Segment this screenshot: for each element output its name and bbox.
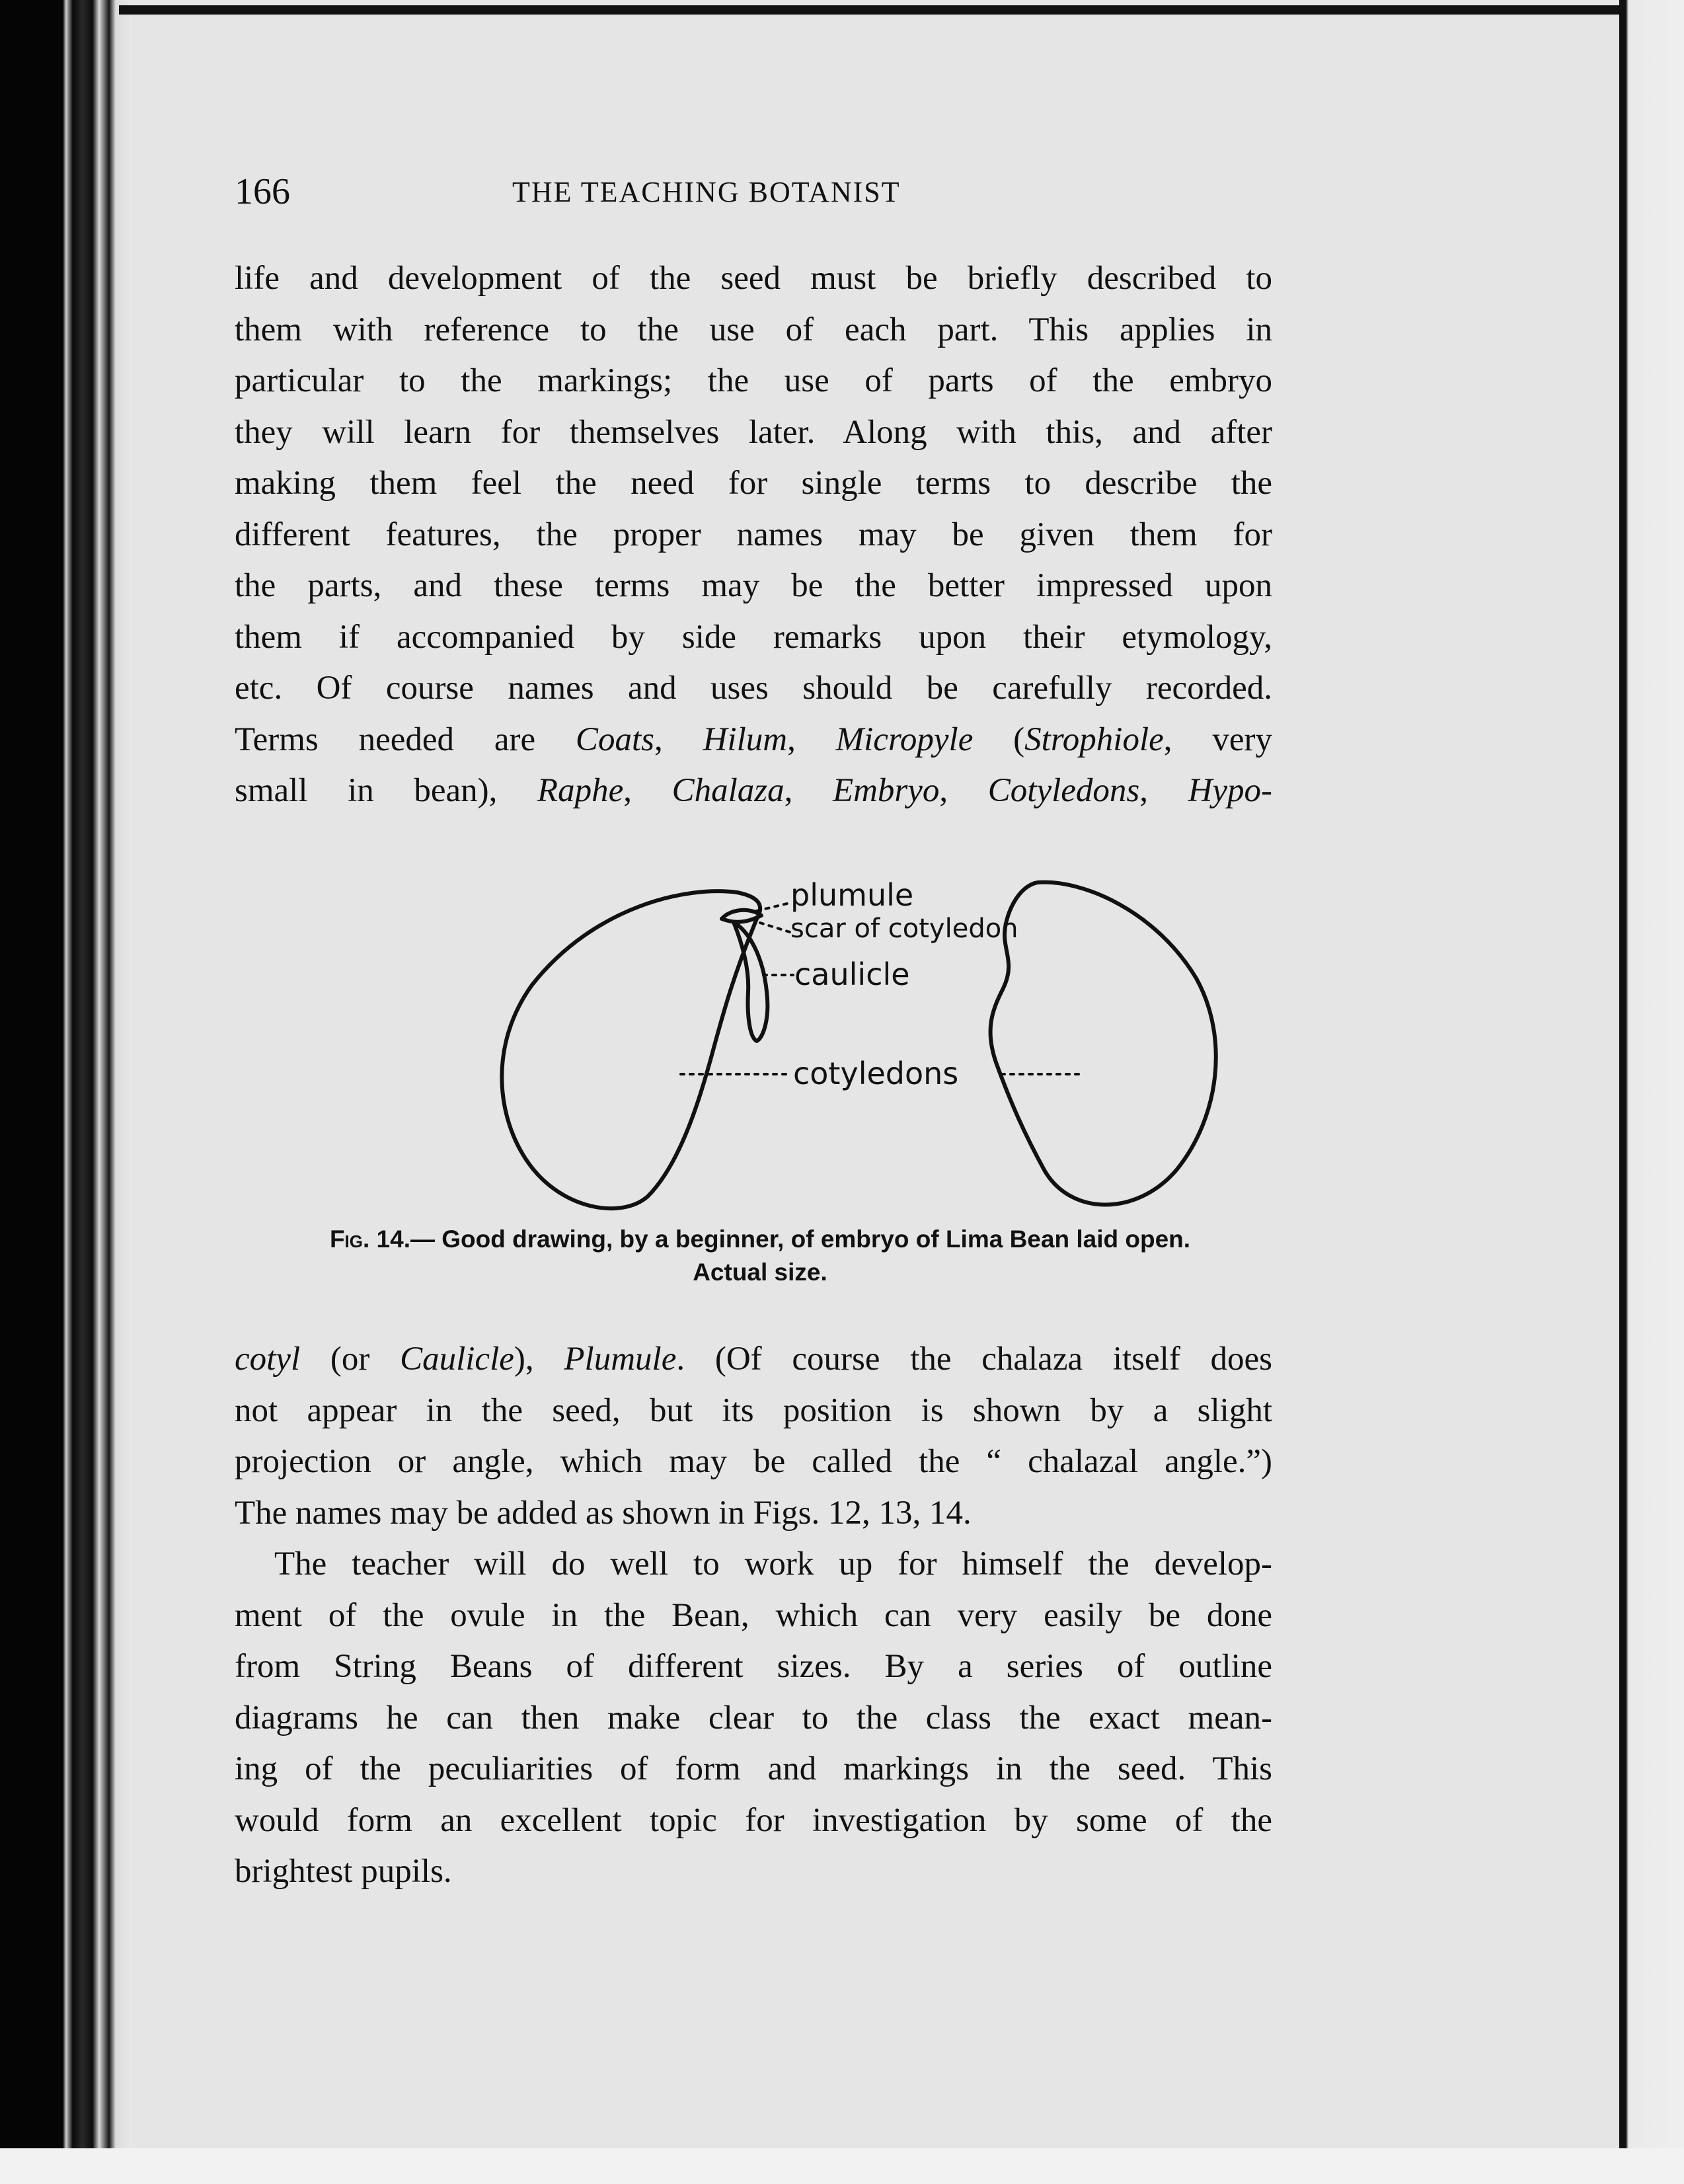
lima-bean-figure [489, 859, 1256, 1229]
figure-number: Fig. 14. [329, 1226, 410, 1253]
text-line [235, 1334, 1272, 1385]
caulicle-outline [734, 922, 767, 1041]
text-run: . (Of course the chalaza itself does [676, 1341, 1273, 1378]
text-line: etc. Of course names and uses should be carefully recorded. [235, 670, 1272, 707]
page-number: 166 [235, 171, 290, 212]
text-line: the parts, and these terms may be the better impressed upon [235, 567, 1272, 604]
caption-line-1 [245, 1223, 1276, 1256]
cotyledons-label: cotyledons [793, 1056, 959, 1091]
text-line: they will learn for themselves later. Along with this, and after [235, 413, 1272, 451]
right-cotyledon-outline [991, 882, 1216, 1205]
scan-margin [0, 2148, 1684, 2184]
bottom-text [235, 1334, 1272, 1539]
term-caulicle: Caulicle [400, 1341, 514, 1378]
term-hypo: Hypo- [1188, 772, 1273, 809]
text-line: from String Beans of different sizes. By a series of outline [235, 1648, 1272, 1685]
scar-label: scar of cotyledon [790, 914, 1018, 944]
text-run: Terms needed are [235, 721, 576, 758]
text-run: ( [973, 721, 1025, 758]
text-line: The teacher will do well to work up for himself the develop- [274, 1545, 1272, 1582]
top-paragraph [235, 253, 1272, 817]
text-line: not appear in the seed, but its position is shown by a slight [235, 1391, 1272, 1429]
book-gutter [0, 0, 132, 2184]
figure-caption [245, 1223, 1276, 1289]
term-hilum: Hilum [703, 721, 788, 758]
term-micropyle: Micropyle [835, 721, 974, 758]
text-run: , [623, 772, 672, 809]
left-cotyledon-outline [502, 891, 760, 1208]
embryo-drawing [489, 859, 1256, 1229]
text-line: projection or angle, which may be called the “ chalazal angle.”) [235, 1443, 1272, 1480]
caption-line-2: Actual size. [693, 1259, 827, 1286]
term-plumule: Plumule [564, 1341, 677, 1378]
text-run: small in bean), [235, 772, 537, 809]
text-line: ment of the ovule in the Bean, which can very easily be done [235, 1596, 1272, 1634]
text-run: , very [1163, 721, 1272, 758]
caulicle-label: caulicle [794, 956, 910, 992]
term-coats: Coats [575, 721, 654, 758]
text-line: making them feel the need for single terms to describe the [235, 465, 1272, 502]
text-line: them with reference to the use of each part. This applies in [235, 311, 1272, 348]
terms-line [235, 715, 1272, 766]
text-run: , [939, 772, 988, 809]
text-line: different features, the proper names may be given them for [235, 516, 1272, 553]
text-run: , [787, 721, 836, 758]
text-line: particular to the markings; the use of parts of the embryo [235, 362, 1272, 399]
plumule-outline [722, 910, 761, 922]
running-head: THE TEACHING BOTANIST [512, 176, 901, 208]
term-strophiole: Strophiole [1024, 721, 1164, 758]
text-line: them if accompanied by side remarks upon their etymology, [235, 618, 1272, 656]
text-run: , [654, 721, 703, 758]
text-line: diagrams he can then make clear to the class the exact mean- [235, 1699, 1272, 1736]
term-embryo: Embryo [832, 772, 940, 809]
page-header [235, 169, 1167, 221]
terms-line [235, 765, 1272, 817]
text-run: ), [514, 1341, 564, 1378]
term-chalaza: Chalaza [671, 772, 785, 809]
text-line: The names may be added as shown in Figs. 12, 13, 14. [235, 1494, 972, 1532]
scar-leader [760, 923, 790, 932]
plumule-label: plumule [790, 877, 914, 913]
text-run: , [784, 772, 833, 809]
text-line: would form an excellent topic for investigation by some of the [235, 1801, 1272, 1839]
text-line: life and development of the seed must be briefly described to [235, 260, 1272, 297]
text-line: brightest pupils. [235, 1853, 452, 1890]
text-run: , [1139, 772, 1188, 809]
caption-text: — Good drawing, by a beginner, of embryo of Lima Bean laid open. [410, 1226, 1191, 1253]
second-paragraph [235, 1539, 1272, 1898]
term-cotyledons: Cotyledons [987, 772, 1140, 809]
page-edge [1619, 0, 1684, 2184]
text-run: (or [300, 1341, 401, 1378]
text-line: ing of the peculiarities of form and markings in the seed. This [235, 1750, 1272, 1787]
term-cotyl: cotyl [235, 1341, 301, 1378]
term-raphe: Raphe [537, 772, 624, 809]
